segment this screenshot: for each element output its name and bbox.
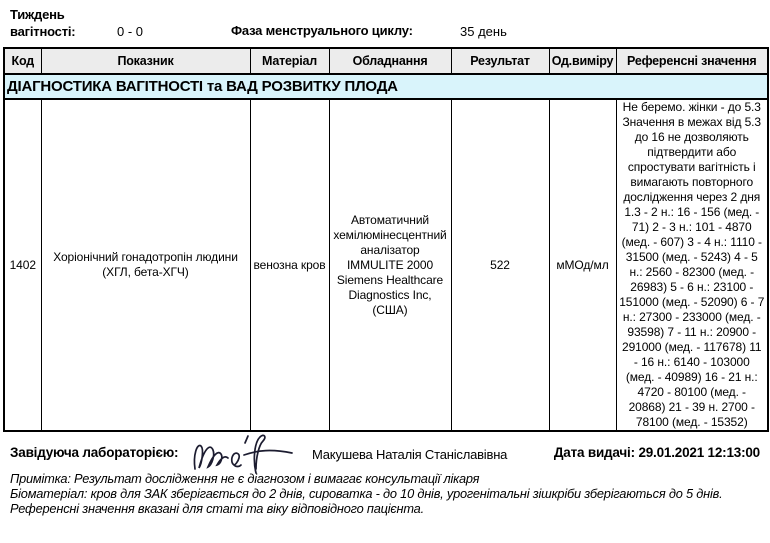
column-header-material: Матеріал [250,48,329,74]
table-row [4,99,768,431]
issue-date [554,445,760,460]
note-biomaterial: Біоматеріал: кров для ЗАК зберігається до 2 днів, сироватка - до 10 днів, урогенітальні зішкріби зберігаються до 5 днів. [10,486,723,501]
column-header-code: Код [4,48,41,74]
cell-result: 522 [451,99,549,431]
cell-unit: мМОд/мл [549,99,616,431]
column-header-indicator: Показник [41,48,250,74]
note-disclaimer: Примітка: Результат дослідження не є діагнозом і вимагає консультації лікаря [10,471,480,486]
menstrual-phase-value: 35 день [460,24,507,39]
section-title: ДІАГНОСТИКА ВАГІТНОСТІ та ВАД РОЗВИТКУ ПЛОДА [4,74,768,99]
lab-head-label: Завідуюча лабораторією: [10,445,179,460]
issue-date-value: 29.01.2021 12:13:00 [638,445,760,460]
lab-head-name: Макушева Наталія Станіславівна [312,447,508,462]
column-header-equipment: Обладнання [329,48,451,74]
section-row [4,74,768,99]
column-header-reference: Референсні значення [616,48,768,74]
menstrual-phase-label: Фаза менструального циклу: [231,23,413,38]
note-reference-values: Референсні значення вказані для статі та віку відповідного пацієнта. [10,501,424,516]
column-header-unit: Од.виміру [549,48,616,74]
pregnancy-week-value: 0 - 0 [117,24,144,39]
column-header-result: Результат [451,48,549,74]
lab-results-table [3,47,769,432]
table-header-row [4,48,768,74]
cell-material: венозна кров [250,99,329,431]
cell-equipment: Автоматичний хемілюмінесцентний аналізатор IMMULITE 2000 Siemens Healthcare Diagnostics Inc, (США) [329,99,451,431]
cell-reference: Не беремо. жінки - до 5.3 Значення в межах від 5.3 до 16 не дозволяють підтвердити або спростувати вагітність і вимагають повторного дослідження через 2 дня 1.3 - 2 н.: 16 - 156 (мед. - 71) 2 - 3 н.: 101 - 4870 (мед. - 607) 3 - 4 н.: 1110 - 31500 (мед. - 5243) 4 - 5 н.: 2560 - 82300 (мед. - 26983) 5 - 6 н.: 23100 - 151000 (мед. - 52090) 6 - 7 н.: 27300 - 233000 (мед. - 93598) 7 - 11 н.: 20900 - 291000 (мед. - 117678) 11 - 16 н.: 6140 - 103000 (мед. - 40989) 16 - 21 н.: 4720 - 80100 (мед. - 20868) 21 - 39 н. 2700 - 78100 (мед. - 15352) [616,99,768,431]
pregnancy-week-label: Тиждень вагітності: [10,7,76,39]
issue-date-label: Дата видачі: [553,445,635,460]
cell-code: 1402 [4,99,41,431]
cell-indicator: Хоріонічний гонадотропін людини (ХГЛ, бета-ХГЧ) [41,99,250,431]
